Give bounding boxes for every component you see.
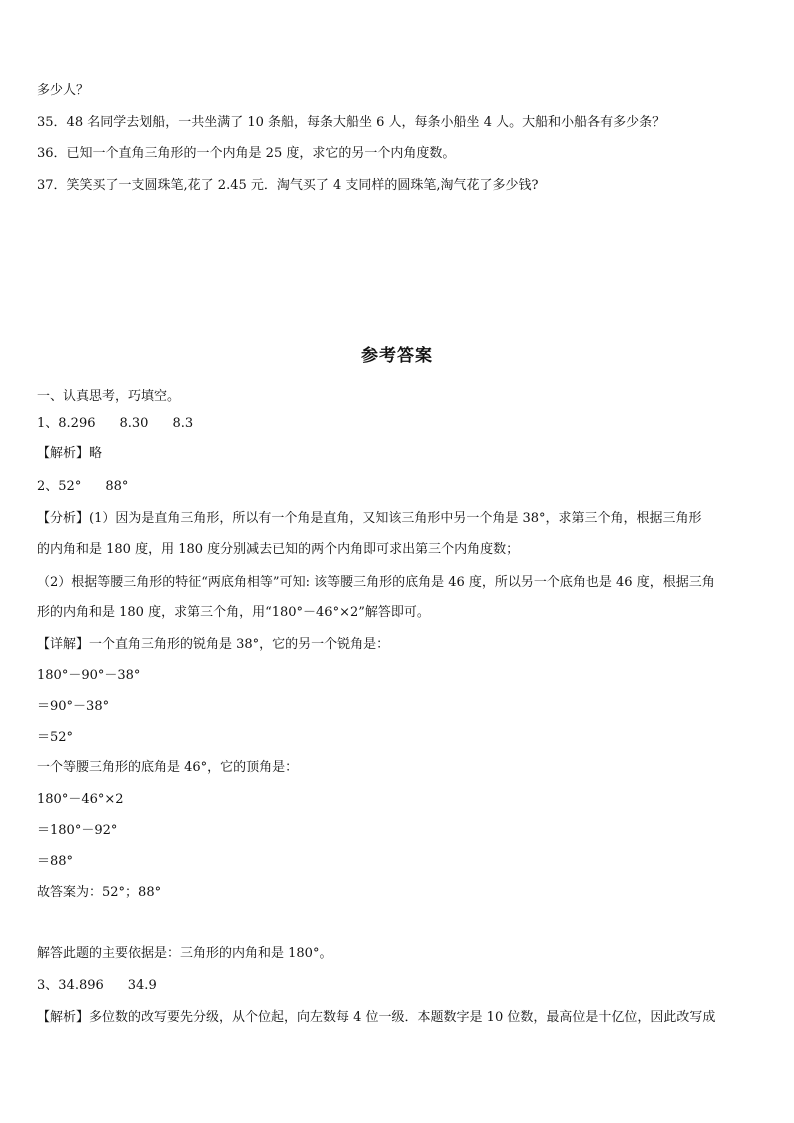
answer-2-analysis-line-1: 【分析】(1）因为是直角三角形，所以有一个角是直角，又知该三角形中另一个角是 38°，求第三个角，根据三角形 (37, 511, 702, 526)
answer-1-value-1: 1、8.296 (37, 416, 96, 431)
calc-1-line-1: 180°－90°－38° (37, 668, 141, 683)
answer-2-final: 故答案为：52°；88° (37, 885, 162, 900)
calc-2-line-3: ＝88° (37, 854, 74, 869)
answer-2-value-2: 88° (105, 479, 129, 494)
calc-2-line-1: 180°－46°×2 (37, 792, 124, 807)
answer-3-analysis: 【解析】多位数的改写要先分级，从个位起，向左数每 4 位一级．本题数字是 10 位数，最高位是十亿位，因此改写成 (37, 1010, 716, 1025)
answer-section-title: 参考答案 (361, 346, 433, 366)
question-35: 35．48 名同学去划船，一共坐满了 10 条船，每条大船坐 6 人，每条小船坐 4 人。大船和小船各有多少条？ (37, 115, 666, 130)
answer-3-value-1: 3、34.896 (37, 978, 104, 993)
question-34-continuation: 多少人？ (37, 83, 90, 98)
answer-2-detail-1: 【详解】一个直角三角形的锐角是 38°，它的另一个锐角是： (37, 637, 390, 652)
answer-1-analysis: 【解析】略 (37, 446, 103, 461)
calc-1-line-3: ＝52° (37, 730, 74, 745)
answer-2-basis: 解答此题的主要依据是：三角形的内角和是 180°。 (37, 946, 333, 961)
answer-2-analysis-line-4: 形的内角和是 180 度，求第三个角，用“180°－46°×2”解答即可。 (37, 605, 430, 620)
answer-2-detail-2: 一个等腰三角形的底角是 46°，它的顶角是： (37, 760, 299, 775)
answer-2-value-1: 2、52° (37, 479, 82, 494)
answer-1-value-3: 8.3 (172, 416, 194, 431)
answer-1-value-2: 8.30 (119, 416, 149, 431)
section-1-heading: 一、认真思考，巧填空。 (37, 389, 181, 404)
question-36: 36．已知一个直角三角形的一个内角是 25 度，求它的另一个内角度数。 (37, 146, 456, 161)
calc-1-line-2: ＝90°－38° (37, 699, 110, 714)
answer-2 (37, 479, 128, 495)
answer-2-analysis-line-2: 的内角和是 180 度，用 180 度分别减去已知的两个内角即可求出第三个内角度数； (37, 542, 520, 557)
answer-3 (37, 978, 157, 994)
question-37: 37．笑笑买了一支圆珠笔,花了 2.45 元．淘气买了 4 支同样的圆珠笔,淘气花了多少钱? (37, 178, 539, 193)
answer-2-analysis-line-3: （2）根据等腰三角形的特征“两底角相等”可知: 该等腰三角形的底角是 46 度，所以另一个底角也是 46 度，根据三角 (37, 575, 715, 590)
answer-3-value-2: 34.9 (127, 978, 157, 993)
calc-2-line-2: ＝180°－92° (37, 823, 118, 838)
answer-1 (37, 416, 193, 432)
